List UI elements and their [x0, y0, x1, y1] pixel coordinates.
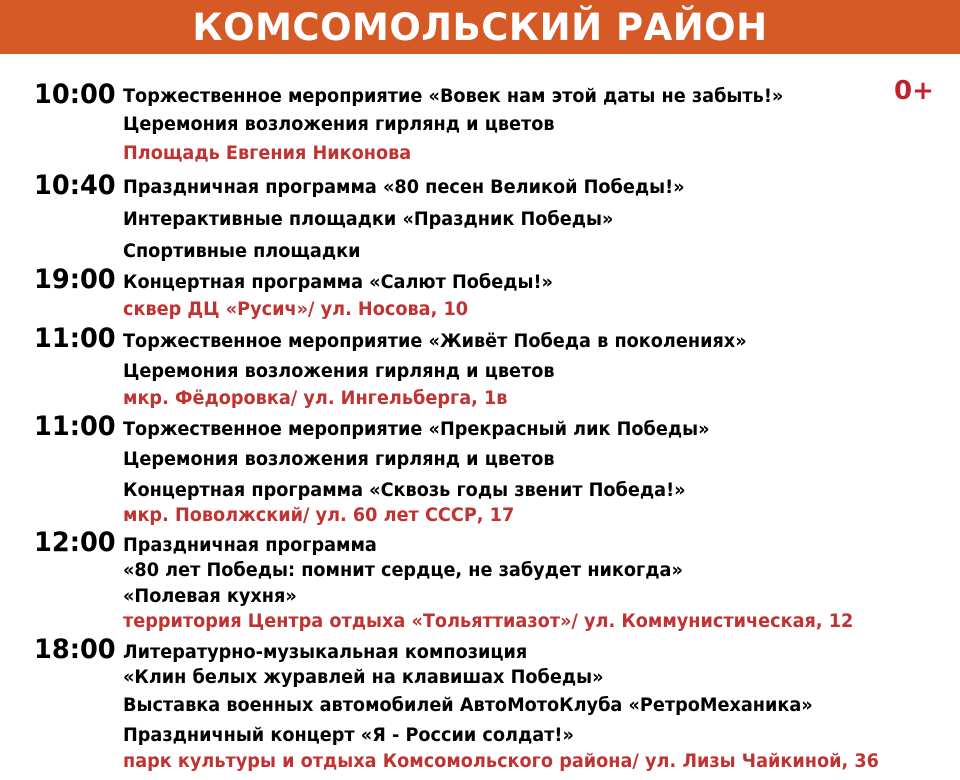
- event-time: 12:00: [34, 527, 116, 558]
- event-title-line: Праздничный концерт «Я - России солдат!»: [123, 724, 574, 746]
- page-title: КОМСОМОЛЬСКИЙ РАЙОН: [192, 5, 768, 49]
- event-time: 11:00: [34, 323, 116, 354]
- event-title-line: Концертная программа «Салют Победы!»: [123, 271, 553, 293]
- event-location: территория Центра отдыха «Тольяттиазот»/ ул. Коммунистическая, 12: [123, 610, 854, 632]
- event-title-line: Праздничная программа «80 песен Великой Победы!»: [123, 176, 685, 198]
- event-location: мкр. Фёдоровка/ ул. Ингельберга, 1в: [123, 387, 508, 409]
- event-time: 18:00: [34, 634, 116, 665]
- event-title-line: Торжественное мероприятие «Живёт Победа в поколениях»: [123, 330, 747, 352]
- event-title-line: Спортивные площадки: [123, 240, 361, 262]
- age-rating-badge: 0+: [894, 76, 934, 106]
- header-banner: [0, 0, 960, 54]
- event-title-line: «Клин белых журавлей на клавишах Победы»: [123, 666, 604, 688]
- event-location: сквер ДЦ «Русич»/ ул. Носова, 10: [123, 298, 469, 320]
- event-location: парк культуры и отдыха Комсомольского района/ ул. Лизы Чайкиной, 36: [123, 750, 879, 772]
- event-title-line: Торжественное мероприятие «Вовек нам этой даты не забыть!»: [123, 85, 784, 107]
- event-time: 11:00: [34, 411, 116, 442]
- event-title-line: Литературно-музыкальная композиция: [123, 641, 528, 663]
- event-time: 10:00: [34, 79, 116, 110]
- event-location: Площадь Евгения Никонова: [123, 142, 412, 164]
- event-title-line: Праздничная программа: [123, 534, 377, 556]
- event-title-line: Интерактивные площадки «Праздник Победы»: [123, 208, 614, 230]
- event-title-line: «Полевая кухня»: [123, 585, 297, 607]
- event-location: мкр. Поволжский/ ул. 60 лет СССР, 17: [123, 504, 515, 526]
- event-title-line: Торжественное мероприятие «Прекрасный лик Победы»: [123, 418, 710, 440]
- event-time: 10:40: [34, 170, 116, 201]
- event-time: 19:00: [34, 264, 116, 295]
- event-title-line: Церемония возложения гирлянд и цветов: [123, 360, 555, 382]
- event-title-line: Концертная программа «Сквозь годы звенит Победа!»: [123, 479, 686, 501]
- event-title-line: «80 лет Победы: помнит сердце, не забудет никогда»: [123, 559, 683, 581]
- event-title-line: Церемония возложения гирлянд и цветов: [123, 113, 555, 135]
- event-title-line: Выставка военных автомобилей АвтоМотоКлуба «РетроМеханика»: [123, 694, 813, 716]
- event-title-line: Церемония возложения гирлянд и цветов: [123, 448, 555, 470]
